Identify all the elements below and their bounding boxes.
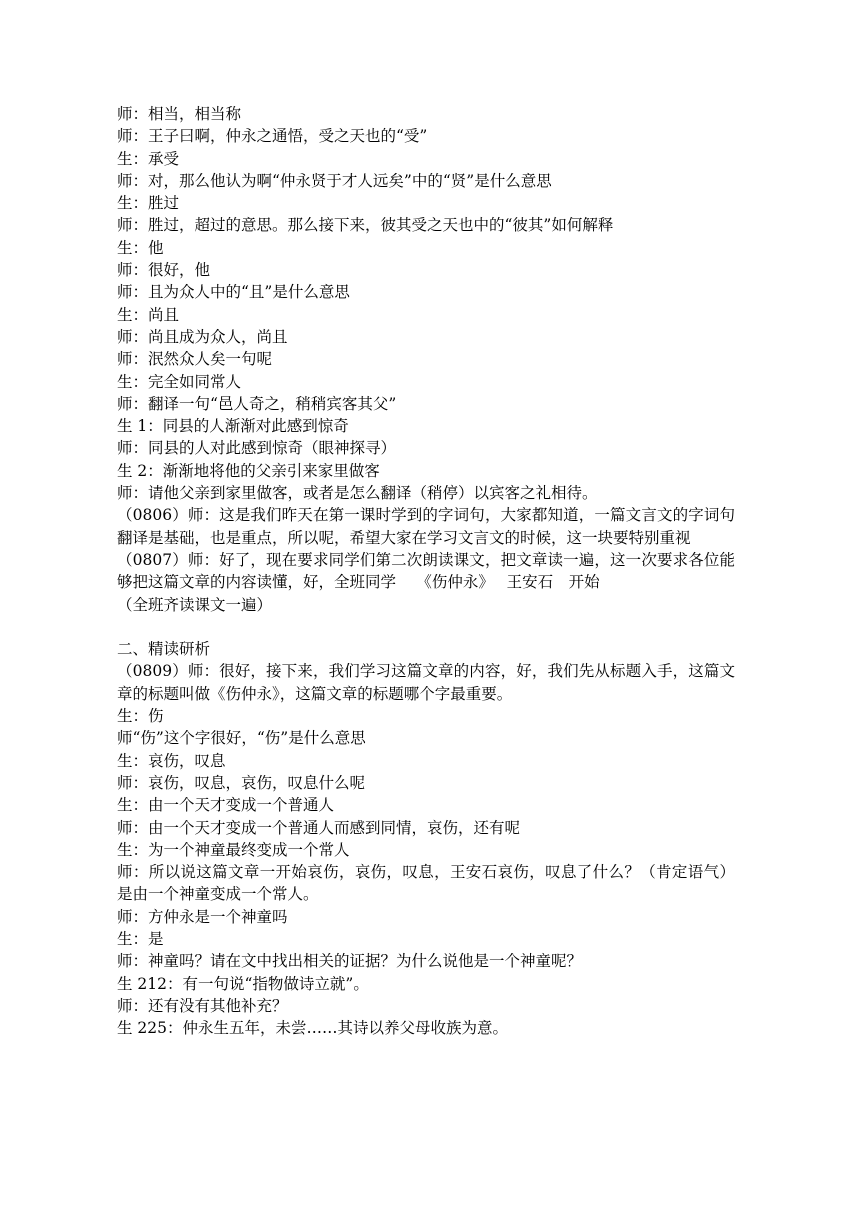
dialogue-line: 师：王子曰啊，仲永之通悟，受之天也的“受” [117,127,428,146]
dialogue-line: 师：方仲永是一个神童吗 [117,907,288,926]
dialogue-line: 师：胜过，超过的意思。那么接下来，彼其受之天也中的“彼其”如何解释 [117,216,614,235]
section-close-reading [117,638,735,1039]
dialogue-line: 生 1：同县的人渐渐对此感到惊奇 [117,417,349,436]
dialogue-line: 师：哀伤，叹息，哀伤，叹息什么呢 [117,773,366,792]
dialogue-line: 师：由一个天才变成一个普通人而感到同情，哀伤，还有呢 [117,818,521,837]
dialogue-line: 生：胜过 [117,194,180,213]
dialogue-line: 师：请他父亲到家里做客，或者是怎么翻译（稍停）以宾客之礼相待。 [117,484,598,503]
transcript-dialogue [117,103,735,616]
paragraph-0809: （0809）师：很好，接下来，我们学习这篇文章的内容，好，我们先从标题入手，这篇文章的标题叫做《伤仲永》，这篇文章的标题哪个字最重要。 [117,662,735,703]
dialogue-line: 生 225：仲永生五年，未尝……其诗以养父母收族为意。 [117,1019,509,1038]
stage-direction: （全班齐读课文一遍） [117,595,273,614]
dialogue-line: 师：尚且成为众人，尚且 [117,327,288,346]
dialogue-line: 生：承受 [117,149,180,168]
dialogue-line: 师：泯然众人矣一句呢 [117,350,273,369]
dialogue-line: 生 2：渐渐地将他的父亲引来家里做客 [117,461,380,480]
dialogue-line: 生：他 [117,238,164,257]
dialogue-line: 生：完全如同常人 [117,372,242,391]
dialogue-line: 生：尚且 [117,305,180,324]
dialogue-line: 师：还有没有其他补充？ [117,996,288,1015]
dialogue-line: 生：为一个神童最终变成一个常人 [117,840,350,859]
paragraph-0807: （0807）师：好了，现在要求同学们第二次朗读课文，把文章读一遍，这一次要求各位能够把这篇文章的内容读懂，好，全班同学 《伤仲永》 王安石 开始 [117,550,735,592]
dialogue-line: 师：很好，他 [117,261,211,280]
dialogue-line: 师：且为众人中的“且”是什么意思 [117,283,350,302]
dialogue-line: 师：神童吗？请在文中找出相关的证据？为什么说他是一个神童呢？ [117,952,583,971]
dialogue-line: 生：是 [117,929,164,948]
dialogue-line: 生：由一个天才变成一个普通人 [117,796,335,815]
dialogue-line: 师：翻译一句“邑人奇之，稍稍宾客其父” [117,394,397,413]
paragraph-0806: （0806）师：这是我们昨天在第一课时学到的字词句，大家都知道，一篇文言文的字词句翻译是基础，也是重点，所以呢，希望大家在学习文言文的时候，这一块要特别重视 [117,506,735,547]
dialogue-line: 师：相当，相当称 [117,105,242,123]
section-spacer [117,616,735,638]
document-page [117,103,735,1039]
dialogue-line: 师：同县的人对此感到惊奇（眼神探寻） [117,439,397,458]
section-heading: 二、精读研析 [117,640,211,659]
paragraph-summary: 师：所以说这篇文章一开始哀伤，哀伤，叹息，王安石哀伤，叹息了什么？（肯定语气）是由一个神童变成一个常人。 [117,863,735,904]
dialogue-line: 师：对，那么他认为啊“仲永贤于才人远矣”中的“贤”是什么意思 [117,171,552,190]
dialogue-line: 生：伤 [117,707,164,726]
dialogue-line: 师“伤”这个字很好，“伤”是什么意思 [117,729,366,748]
dialogue-line: 生：哀伤，叹息 [117,751,226,770]
dialogue-line: 生 212：有一句说“指物做诗立就”。 [117,974,369,993]
